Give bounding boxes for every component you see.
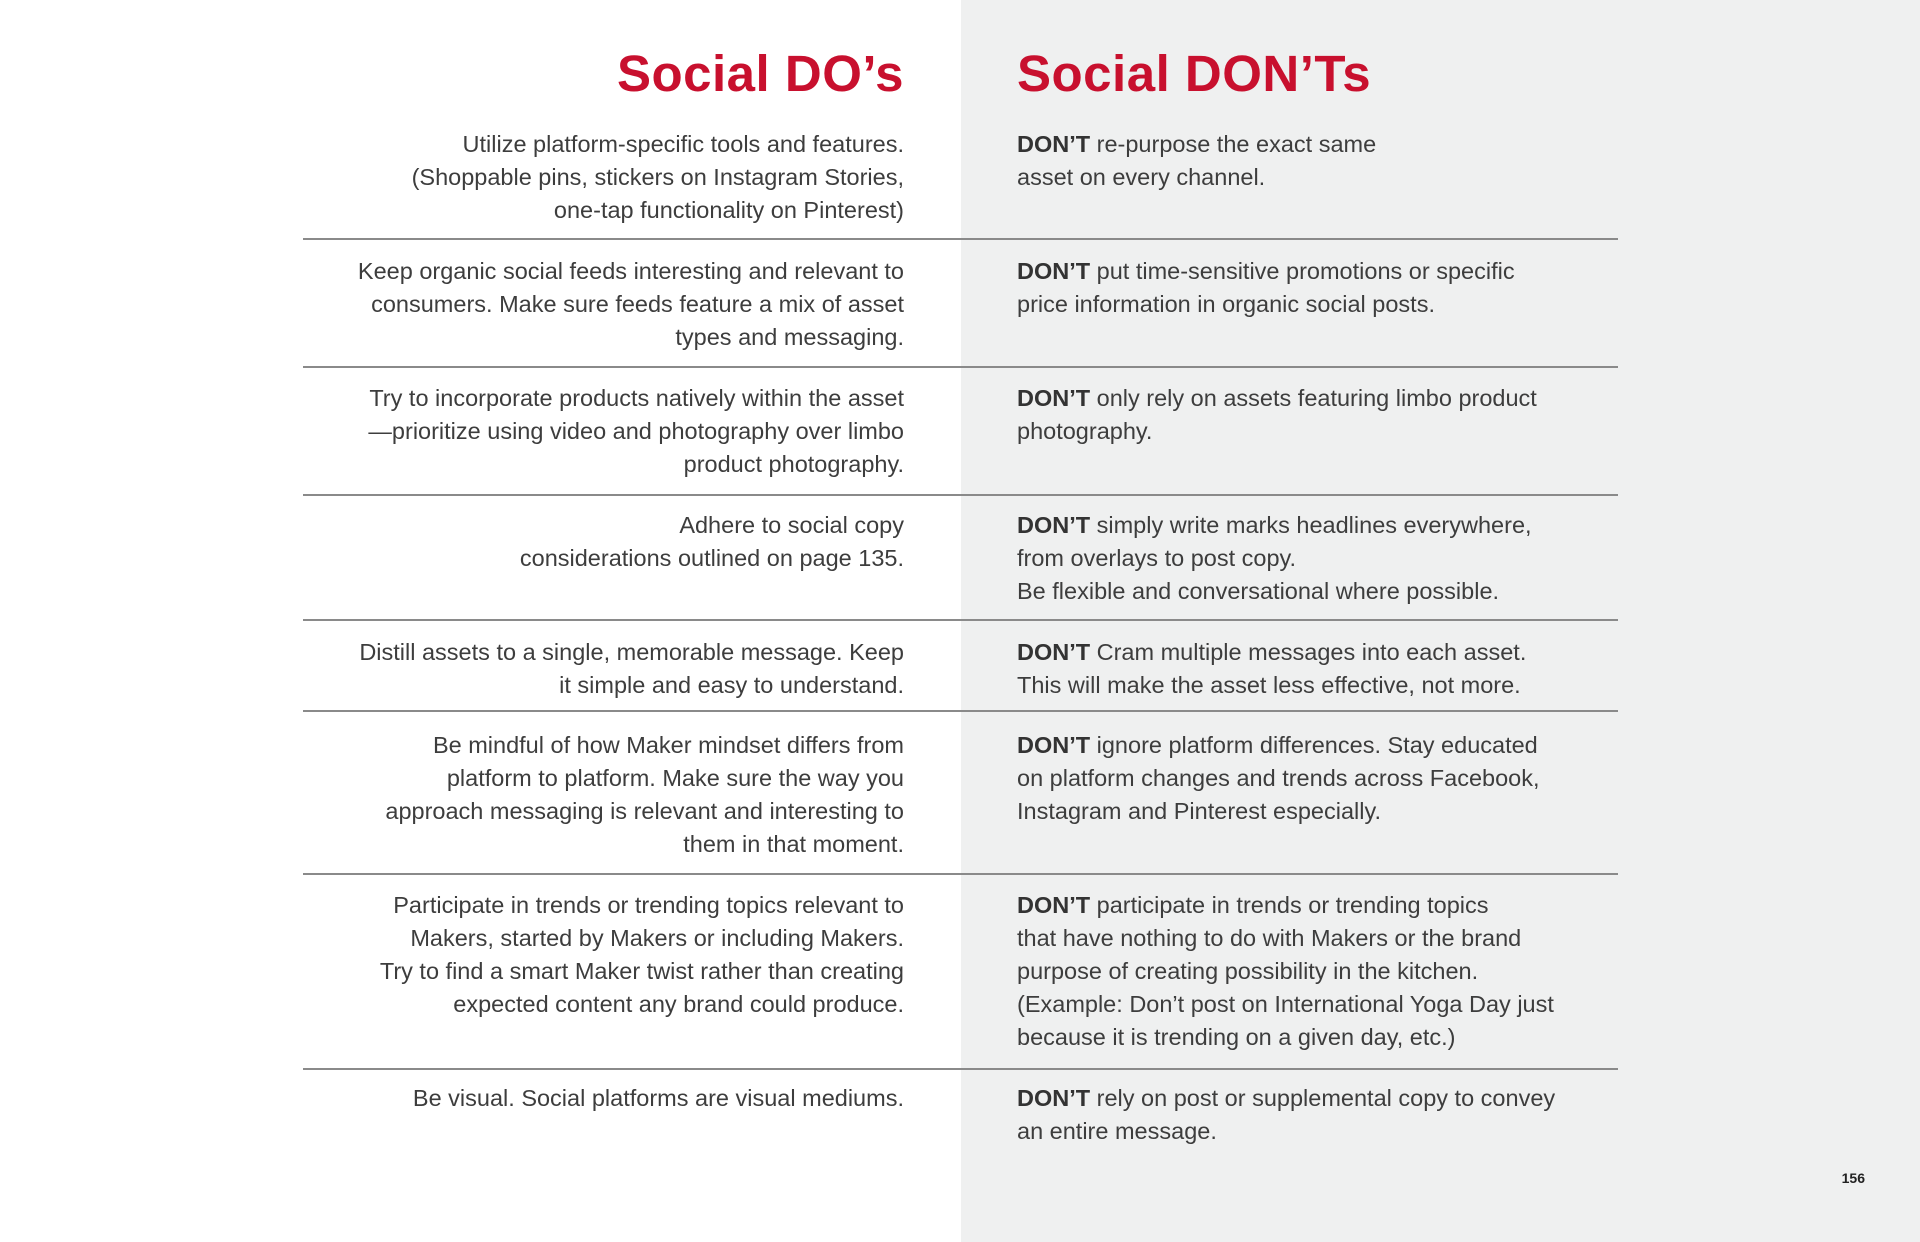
guideline-row [303,729,1618,875]
guideline-row [303,509,1618,621]
do-item: Adhere to social copy considerations outlined on page 135. [519,512,904,571]
dont-body: rely on post or supplemental copy to convey an entire message. [1017,1085,1556,1144]
guideline-row [303,255,1618,368]
dont-item [1017,128,1607,194]
dont-lead: DON’T [1017,732,1091,758]
do-item: Keep organic social feeds interesting and relevant to consumers. Make sure feeds feature a mix of asset types and messaging. [357,258,904,350]
guideline-row [303,889,1618,1070]
do-item: Try to incorporate products natively within the asset —prioritize using video and photography over limbo product photography. [368,385,904,477]
dont-lead: DON’T [1017,639,1091,665]
do-item: Utilize platform-specific tools and features. (Shoppable pins, stickers on Instagram Stories, one-tap functionality on Pinterest) [411,131,904,223]
dos-heading: Social DO’s [616,45,904,102]
guideline-row [303,128,1618,240]
guideline-row [303,636,1618,712]
dont-lead: DON’T [1017,1085,1091,1111]
dont-body: ignore platform differences. Stay educated on platform changes and trends across Facebook, Instagram and Pinterest especially. [1017,732,1540,824]
dont-lead: DON’T [1017,892,1091,918]
dont-lead: DON’T [1017,385,1091,411]
dont-lead: DON’T [1017,512,1091,538]
dont-lead: DON’T [1017,258,1091,284]
do-item: Participate in trends or trending topics relevant to Makers, started by Makers or including Makers. Try to find a smart Maker twist rather than creating expected content any brand could produce. [379,892,904,1017]
guideline-row [303,1082,1618,1162]
dont-lead: DON’T [1017,131,1091,157]
dont-item [1017,889,1607,1054]
do-item: Distill assets to a single, memorable message. Keep it simple and easy to understand. [359,639,904,698]
dont-item [1017,636,1607,702]
dont-item [1017,729,1607,828]
page-number: 156 [1841,1170,1865,1186]
dont-item [1017,255,1607,321]
dont-item [1017,509,1607,608]
dont-body: Cram multiple messages into each asset. This will make the asset less effective, not more. [1017,639,1527,698]
dont-body: re-purpose the exact same asset on every channel. [1017,131,1377,190]
dont-body: put time-sensitive promotions or specific price information in organic social posts. [1017,258,1515,317]
guideline-row [303,382,1618,496]
dont-item [1017,1082,1607,1148]
dont-body: simply write marks headlines everywhere, from overlays to post copy. Be flexible and conversational where possible. [1017,512,1532,604]
dont-body: participate in trends or trending topics that have nothing to do with Makers or the brand purpose of creating possibility in the kitchen. (Example: Don’t post on International Yoga Day just because it is trending on a given day, etc.) [1017,892,1554,1050]
do-item: Be mindful of how Maker mindset differs from platform to platform. Make sure the way you approach messaging is relevant and interesting to them in that moment. [385,732,904,857]
dont-body: only rely on assets featuring limbo product photography. [1017,385,1537,444]
do-item: Be visual. Social platforms are visual mediums. [412,1085,904,1111]
dont-item [1017,382,1607,448]
donts-heading: Social DON’Ts [1017,45,1372,102]
